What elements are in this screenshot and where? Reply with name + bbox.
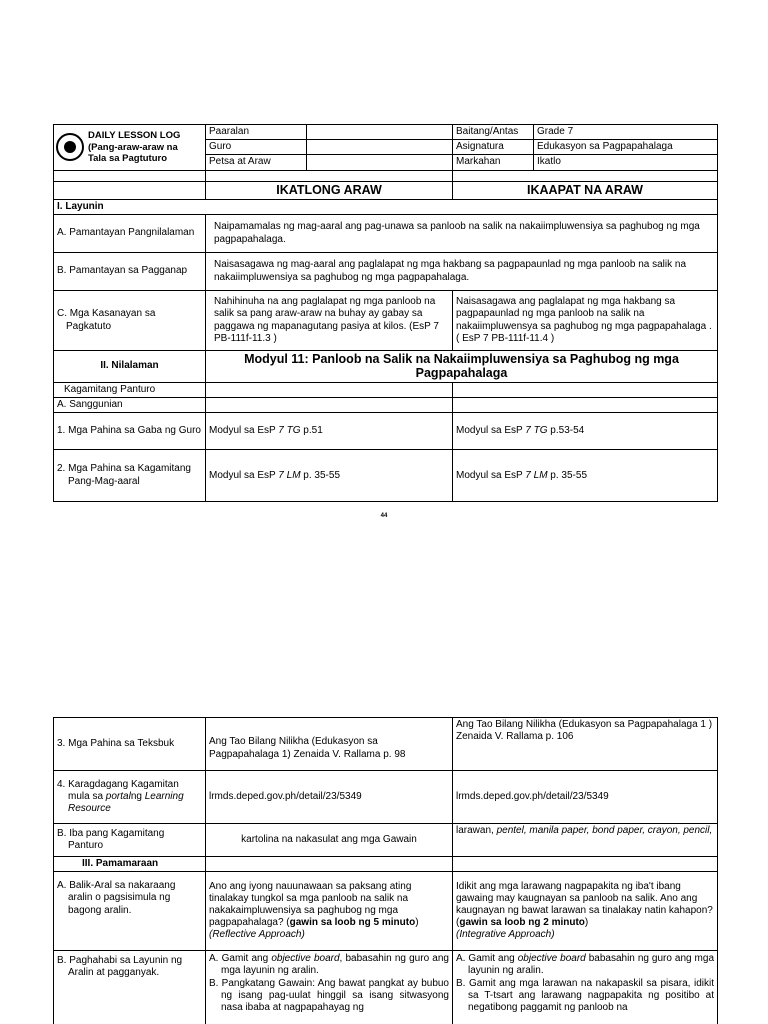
paghahabi-day4-item-a [456, 953, 714, 977]
balik-day4-end: ) [584, 917, 589, 929]
paaralan-value[interactable] [307, 125, 453, 140]
karagdagang-italic2: Learning Resource [68, 790, 184, 815]
day4-heading: IKAAPAT NA ARAW [453, 181, 718, 199]
kasanayan-day4: Naisasagawa ang paglalapat ng mga hakbang sa pagpapaunlad ng mga panloob na salik na nakaiimpluwensya sa paghubog ng mga pagpapahalaga .( EsP 7 PB-111f-11.4 ) [453, 291, 718, 351]
balik-aral-day4 [453, 872, 718, 951]
deped-seal-icon [56, 133, 84, 161]
iba-day4-pre: larawan, [456, 825, 497, 836]
paghahabi-day4-a-italic: objective board [517, 953, 586, 965]
spacer-cell [453, 170, 718, 181]
balik-aral-label: A. Balik-Aral sa nakaraang aralin o pagsisimula ng bagong aralin. [54, 872, 206, 951]
paghahabi-day3-a-italic: objective board [271, 953, 340, 965]
karagdagang-italic1: portal [105, 790, 131, 802]
iba-kagamitan-day4 [453, 824, 718, 857]
paghahabi-day3-a-pre: A. Gamit ang [209, 953, 272, 965]
pamantayan-pangnilalaman-text: Naipamamalas ng mag-aaral ang pag-unawa sa panloob na salik na nakaiimpluwensiya sa paghubog ng mga pagpapahalaga. [206, 215, 718, 253]
log-title-cell [54, 125, 206, 171]
paghahabi-day4 [453, 951, 718, 1024]
nilalaman-heading: II. Nilalaman [54, 351, 206, 383]
balik-day4-text: Idikit ang mga larawang nagpapakita ng iba't ibang gawaing may kaugnayan sa panloob na salik. Ano ang kaugnayan ng bawat larawan sa tinalakay natin kahapon? ( [456, 880, 713, 929]
gabay-day4-post: p.53-54 [547, 425, 585, 437]
layunin-heading: I. Layunin [54, 199, 718, 214]
asignatura-label: Asignatura [453, 140, 534, 155]
lm-day3-pre: Modyul sa EsP [209, 469, 279, 481]
mag-aaral-day3 [206, 450, 453, 502]
pamamaraan-heading: III. Pamamaraan [54, 857, 206, 872]
lrmds-link-day4[interactable]: lrmds.deped.gov.ph/detail/23/5349 [453, 771, 718, 824]
iba-day4-italic: pentel, manila paper, bond paper, crayon, pencil, [496, 825, 713, 836]
balik-day3-bold: gawin sa loob ng 5 minuto [289, 917, 416, 929]
paghahabi-day3 [206, 951, 453, 1024]
pamamaraan-day3 [206, 857, 453, 872]
day3-heading: IKATLONG ARAW [206, 181, 453, 199]
teksbuk-day4: Ang Tao Bilang Nilikha (Edukasyon sa Pagpapahalaga 1 ) Zenaida V. Rallama p. 106 [453, 718, 718, 771]
lm-day3-italic: 7 LM [278, 469, 301, 481]
lesson-log-table-page1 [53, 124, 718, 502]
balik-day3-approach: (Reflective Approach) [209, 929, 305, 941]
pamantayan-pagganap-text: Naisasagawa ng mag-aaral ang paglalapat ng mga hakbang sa pagpapaunlad ng mga panloob na salik na nakaiimpluwensiya sa paghubog ng mga pagpapahalaga. [206, 253, 718, 291]
balik-day4-approach: (Integrative Approach) [456, 929, 555, 941]
lesson-log-table-page2 [53, 717, 718, 1024]
modyul-title: Modyul 11: Panloob na Salik na Nakaiimpluwensiya sa Paghubog ng mga Pagpapahalaga [206, 351, 718, 383]
spacer-cell [206, 170, 453, 181]
markahan-value: Ikatlo [534, 155, 718, 170]
spacer-cell [54, 170, 206, 181]
markahan-label: Markahan [453, 155, 534, 170]
gabay-day4-pre: Modyul sa EsP [456, 425, 526, 437]
karagdagang-label [54, 771, 206, 824]
balik-day3-text: Ano ang iyong nauunawaan sa paksang ating tinalakay tungkol sa mga panloob na salik na nakakaimpluwensiya sa paghubog ng mga pagpapahalaga? ( [209, 880, 412, 929]
paghahabi-day3-a-post: , babasahin ng guro ang mga layunin ng aralin. [221, 953, 449, 977]
pamantayan-pagganap-label: B. Pamantayan sa Pagganap [54, 253, 206, 291]
paghahabi-day4-item-b: B. Gamit ang mga larawan na nakapaskil sa pisara, idikit sa T-tsart ang larawang nagpapakita ng positibo at negatibong paggamit ng panloob na [456, 977, 714, 1013]
paghahabi-day4-a-post: babasahin ng guro ang mga layunin ng aralin. [468, 953, 714, 977]
gabay-guro-day3 [206, 413, 453, 450]
petsa-label: Petsa at Araw [206, 155, 307, 170]
mag-aaral-label: 2. Mga Pahina sa Kagamitang Pang-Mag-aaral [54, 450, 206, 502]
guro-value[interactable] [307, 140, 453, 155]
pamantayan-pangnilalaman-label: A. Pamantayan Pangnilalaman [54, 215, 206, 253]
gabay-day3-post: p.51 [300, 425, 323, 437]
kasanayan-day3: Nahihinuha na ang paglalapat ng mga panloob na salik sa pang araw-araw na buhay ay gabay sa paggawa ng mapanagutang pasiya at kilos. (EsP 7 PB-111f-11.3 ) [206, 291, 453, 351]
paghahabi-day4-a-pre: A. Gamit ang [456, 953, 518, 965]
kagamitan-heading: Kagamitang Panturo [54, 382, 206, 397]
balik-aral-day3 [206, 872, 453, 951]
gabay-guro-label: 1. Mga Pahina sa Gaba ng Guro [54, 413, 206, 450]
log-title-line1: DAILY LESSON LOG [88, 130, 181, 142]
asignatura-value: Edukasyon sa Pagpapahalaga [534, 140, 718, 155]
gabay-day3-italic: 7 TG [278, 425, 301, 437]
pamamaraan-day4 [453, 857, 718, 872]
teksbuk-label: 3. Mga Pahina sa Teksbuk [54, 718, 206, 771]
gabay-guro-day4 [453, 413, 718, 450]
gabay-day3-pre: Modyul sa EsP [209, 425, 279, 437]
paghahabi-label: B. Paghahabi sa Layunin ng Aralin at pagganyak. [54, 951, 206, 1024]
log-title-line2: (Pang-araw-araw na [88, 141, 178, 153]
baitang-value: Grade 7 [534, 125, 718, 140]
lrmds-link-day3[interactable]: lrmds.deped.gov.ph/detail/23/5349 [206, 771, 453, 824]
petsa-value[interactable] [307, 155, 453, 170]
page-number: 44 [380, 513, 388, 519]
mag-aaral-day4 [453, 450, 718, 502]
karagdagang-mid: ng [130, 790, 145, 802]
iba-kagamitan-day3: kartolina na nakasulat ang mga Gawain [206, 824, 453, 857]
baitang-label: Baitang/Antas [453, 125, 534, 140]
balik-day3-end: ) [415, 917, 419, 929]
iba-kagamitan-label: B. Iba pang Kagamitang Panturo [54, 824, 206, 857]
teksbuk-day3: Ang Tao Bilang Nilikha (Edukasyon sa Pagpapahalaga 1) Zenaida V. Rallama p. 98 [206, 718, 453, 771]
empty-label-cell [54, 181, 206, 199]
lm-day3-post: p. 35-55 [300, 469, 341, 481]
kagamitan-day3 [206, 382, 453, 397]
sanggunian-label: A. Sanggunian [54, 397, 206, 412]
guro-label: Guro [206, 140, 307, 155]
gabay-day4-italic: 7 TG [525, 425, 548, 437]
paghahabi-day3-item-b: B. Pangkatang Gawain: Ang bawat pangkat ay bubuo ng isang pag-uulat hinggil sa isang sitwasyong nasa ibaba at nagpapahayag ng [209, 977, 449, 1013]
log-title-line3: Tala sa Pagtuturo [88, 152, 168, 164]
paghahabi-day3-item-a [209, 953, 449, 977]
karagdagang-pre: 4. Karagdagang Kagamitan mula sa [57, 778, 179, 802]
lm-day4-pre: Modyul sa EsP [456, 469, 526, 481]
lm-day4-post: p. 35-55 [547, 469, 588, 481]
sanggunian-day3 [206, 397, 453, 412]
sanggunian-day4 [453, 397, 718, 412]
balik-day4-bold: gawin sa loob ng 2 minuto [459, 917, 585, 929]
kasanayan-label: C. Mga Kasanayan sa Pagkatuto [54, 291, 206, 351]
kagamitan-day4 [453, 382, 718, 397]
lm-day4-italic: 7 LM [525, 469, 548, 481]
paaralan-label: Paaralan [206, 125, 307, 140]
